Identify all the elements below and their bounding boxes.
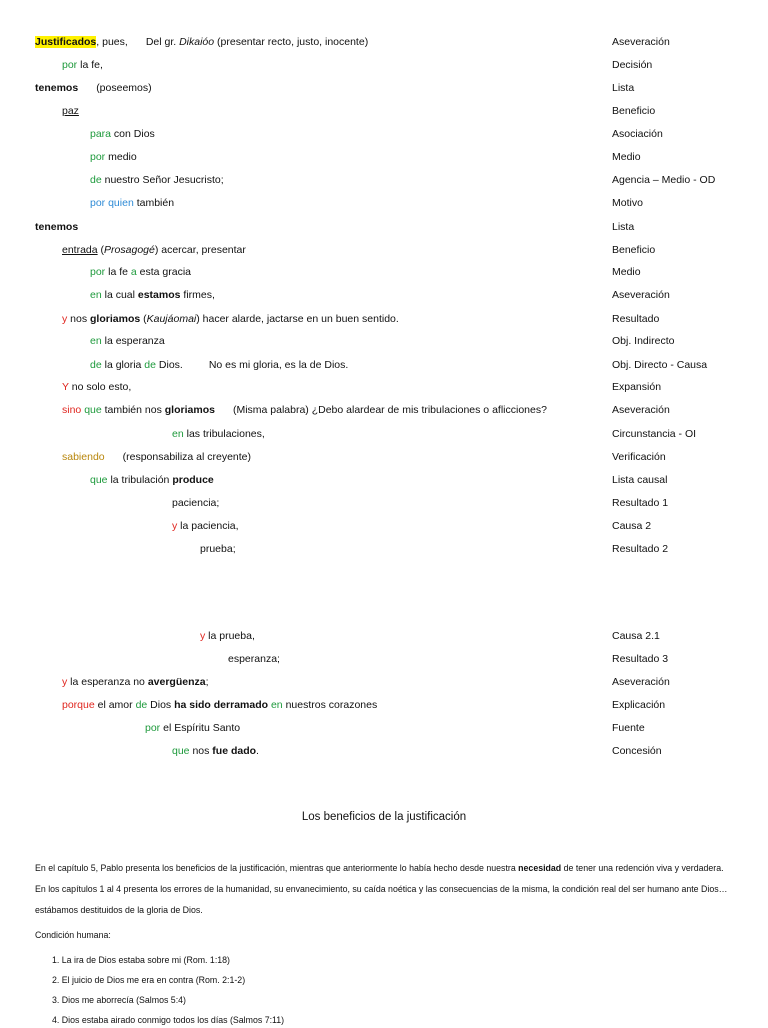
row-fragment: nuestros corazones <box>282 699 378 711</box>
list-caption: Condición humana: <box>35 930 111 940</box>
row-fragment: Del gr. <box>145 36 180 48</box>
row-text <box>62 241 246 259</box>
main-verb: fue dado <box>212 745 257 757</box>
paragraph-fragment: de tener una redención viva y verdadera. En los capítulos 1 al 4 presenta los errores de la humanidad, su envanecimiento, su caída noética y las consecuencias de la misma, la condición real del ser humano ante Dios… estábamos destituidos de la gloria de Dios. <box>35 863 728 915</box>
row-label: Expansión <box>612 381 662 393</box>
list-item: 4. Dios estaba airado conmigo todos los días (Salmos 7:11) <box>52 1015 285 1025</box>
greek-term: Dikaióo <box>179 36 215 48</box>
connector-word: porque <box>62 699 95 711</box>
row-text <box>145 719 240 737</box>
connector-word: y <box>62 313 68 325</box>
row-label: Aseveración <box>612 289 670 301</box>
outline-row <box>0 332 768 350</box>
outline-row <box>0 650 768 668</box>
intro-paragraph <box>35 858 735 921</box>
main-verb: produce <box>172 474 214 486</box>
row-text <box>35 33 368 51</box>
outline-row <box>0 148 768 166</box>
outline-row <box>0 194 768 212</box>
row-label: Aseveración <box>612 676 670 688</box>
row-text <box>172 742 259 760</box>
outline-row <box>0 79 768 97</box>
row-text <box>172 425 265 443</box>
outline-row <box>0 627 768 645</box>
row-text: paciencia; <box>172 497 220 509</box>
paragraph-emphasis: necesidad <box>518 863 562 873</box>
row-fragment: la gloria <box>101 359 145 371</box>
row-label: Fuente <box>612 722 645 734</box>
row-label: Beneficio <box>612 105 656 117</box>
row-label: Verificación <box>612 451 666 463</box>
outline-row <box>0 517 768 535</box>
row-fragment: ( <box>140 313 147 325</box>
row-fragment: Dios. <box>155 359 183 371</box>
connector-word: y <box>62 676 68 688</box>
row-label: Motivo <box>612 197 643 209</box>
row-fragment: ) acercar, presentar <box>154 244 246 256</box>
connector-word: sabiendo <box>62 451 105 463</box>
row-label: Explicación <box>612 699 666 711</box>
row-text <box>62 448 251 466</box>
row-text <box>62 673 209 691</box>
main-verb: gloriamos <box>164 404 215 416</box>
row-text <box>90 125 155 143</box>
row-text <box>35 79 152 97</box>
connector-word: en <box>270 699 283 711</box>
row-label: Resultado 1 <box>612 497 669 509</box>
connector-word: por <box>62 59 78 71</box>
row-text <box>90 332 165 350</box>
row-fragment: ; <box>205 676 209 688</box>
row-label: Beneficio <box>612 244 656 256</box>
connector-word: que <box>90 474 108 486</box>
row-label: Causa 2.1 <box>612 630 660 642</box>
row-label: Resultado 3 <box>612 653 669 665</box>
outline-row <box>0 356 768 374</box>
underlined-term: entrada <box>62 244 98 256</box>
row-fragment: nos <box>67 313 91 325</box>
outline-row <box>0 494 768 512</box>
connector-word: para <box>90 128 112 140</box>
outline-row <box>0 241 768 259</box>
row-label: Resultado <box>612 313 660 325</box>
connector-word: sino <box>62 404 82 416</box>
row-label: Lista causal <box>612 474 668 486</box>
outline-row <box>0 448 768 466</box>
row-text <box>62 56 103 74</box>
row-text <box>90 171 224 189</box>
row-text <box>90 263 191 281</box>
outline-row <box>0 719 768 737</box>
row-fragment: medio <box>105 151 137 163</box>
row-fragment: la paciencia, <box>177 520 239 532</box>
highlighted-term: Justificados <box>35 36 97 48</box>
row-fragment: la esperanza no <box>67 676 148 688</box>
main-verb: gloriamos <box>90 313 141 325</box>
row-fragment: las tribulaciones, <box>183 428 265 440</box>
connector-word: y <box>200 630 206 642</box>
row-text: paz <box>62 105 79 117</box>
row-fragment: el amor <box>94 699 136 711</box>
row-fragment: ) hacer alarde, jactarse en un buen sentido. <box>196 313 399 325</box>
outline-row <box>0 378 768 396</box>
row-label: Concesión <box>612 745 662 757</box>
connector-word: Y <box>62 381 69 393</box>
connector-word: en <box>90 289 102 301</box>
outline-row <box>0 673 768 691</box>
main-verb: estamos <box>137 289 181 301</box>
row-text <box>62 696 377 714</box>
paragraph-fragment: En el capítulo 5, Pablo presenta los beneficios de la justificación, mientras que anteriormente lo había hecho desde nuestra <box>35 863 519 873</box>
outline-row <box>0 401 768 419</box>
outline-row <box>0 471 768 489</box>
row-fragment: Dios <box>147 699 175 711</box>
outline-row <box>0 102 768 120</box>
row-text <box>90 356 348 374</box>
row-text <box>200 627 255 645</box>
connector-word: por <box>90 151 106 163</box>
row-text <box>172 517 239 535</box>
greek-term: Prosagogé <box>104 244 155 256</box>
row-fragment: también <box>133 197 175 209</box>
row-fragment: esta gracia <box>136 266 191 278</box>
row-label: Medio <box>612 266 641 278</box>
connector-word: por quien <box>90 197 134 209</box>
row-fragment: firmes, <box>180 289 215 301</box>
row-text: esperanza; <box>228 653 280 665</box>
list-item: 3. Dios me aborrecía (Salmos 5:4) <box>52 995 186 1005</box>
row-text: prueba; <box>200 543 236 555</box>
connector-word: de <box>90 174 102 186</box>
row-fragment: la fe, <box>77 59 103 71</box>
row-fragment: el Espíritu Santo <box>160 722 241 734</box>
row-label: Lista <box>612 82 635 94</box>
list-item: 2. El juicio de Dios me era en contra (Rom. 2:1-2) <box>52 975 246 985</box>
connector-word: de <box>90 359 102 371</box>
row-fragment: la cual <box>101 289 138 301</box>
row-label: Circunstancia - OI <box>612 428 697 440</box>
outline-row <box>0 286 768 304</box>
row-fragment: con Dios <box>111 128 155 140</box>
connector-word: por <box>145 722 161 734</box>
outline-row <box>0 263 768 281</box>
row-label: Decisión <box>612 59 653 71</box>
row-text <box>62 401 547 419</box>
connector-word: que <box>84 404 102 416</box>
row-text <box>90 286 215 304</box>
row-label: Obj. Directo - Causa <box>612 359 708 371</box>
main-verb: tenemos <box>35 82 79 94</box>
row-text <box>90 194 174 212</box>
outline-row <box>0 56 768 74</box>
row-text <box>90 148 137 166</box>
connector-word: en <box>172 428 184 440</box>
row-fragment: (Misma palabra) ¿Debo alardear de mis tribulaciones o aflicciones? <box>232 404 547 416</box>
connector-word: de <box>144 359 156 371</box>
outline-row <box>0 540 768 558</box>
row-fragment: la esperanza <box>101 335 165 347</box>
main-verb: avergüenza <box>147 676 206 688</box>
outline-row <box>0 742 768 760</box>
row-text <box>62 310 399 328</box>
row-fragment: ( <box>97 244 105 256</box>
outline-row <box>0 218 768 236</box>
row-label: Causa 2 <box>612 520 652 532</box>
row-fragment: (poseemos) <box>96 82 152 94</box>
main-verb: ha sido derramado <box>174 699 269 711</box>
list-item: 1. La ira de Dios estaba sobre mi (Rom. 1:18) <box>52 955 230 965</box>
connector-word: en <box>90 335 102 347</box>
row-fragment: no solo esto, <box>68 381 132 393</box>
row-fragment: (presentar recto, justo, inocente) <box>214 36 369 48</box>
row-fragment: nos <box>189 745 213 757</box>
row-label: Medio <box>612 151 641 163</box>
row-label: Obj. Indirecto <box>612 335 675 347</box>
outline-row <box>0 33 768 51</box>
connector-word: por <box>90 266 106 278</box>
connector-word: a <box>130 266 137 278</box>
greek-term: Kaujáomai <box>146 313 197 325</box>
row-fragment: la fe <box>105 266 131 278</box>
row-label: Agencia – Medio - OD <box>612 174 716 186</box>
connector-word: que <box>172 745 190 757</box>
row-label: Asociación <box>612 128 663 140</box>
row-label: Aseveración <box>612 36 670 48</box>
section-title: Los beneficios de la justificación <box>301 811 467 823</box>
row-fragment: (responsabiliza al creyente) <box>122 451 252 463</box>
row-fragment: la tribulación <box>107 474 173 486</box>
row-fragment: . <box>256 745 259 757</box>
main-verb: tenemos <box>35 221 79 233</box>
connector-word: y <box>172 520 178 532</box>
row-fragment: No es mi gloria, es la de Dios. <box>208 359 349 371</box>
row-text <box>90 471 214 489</box>
row-label: Lista <box>612 221 635 233</box>
row-fragment: también nos <box>101 404 165 416</box>
row-fragment: nuestro Señor Jesucristo; <box>101 174 224 186</box>
outline-row <box>0 310 768 328</box>
row-label: Aseveración <box>612 404 670 416</box>
row-fragment: , pues, <box>96 36 128 48</box>
row-fragment: la prueba, <box>205 630 255 642</box>
outline-row <box>0 125 768 143</box>
row-text <box>62 378 131 396</box>
row-label: Resultado 2 <box>612 543 669 555</box>
connector-word: de <box>135 699 148 711</box>
outline-row <box>0 171 768 189</box>
outline-row <box>0 696 768 714</box>
outline-row <box>0 425 768 443</box>
